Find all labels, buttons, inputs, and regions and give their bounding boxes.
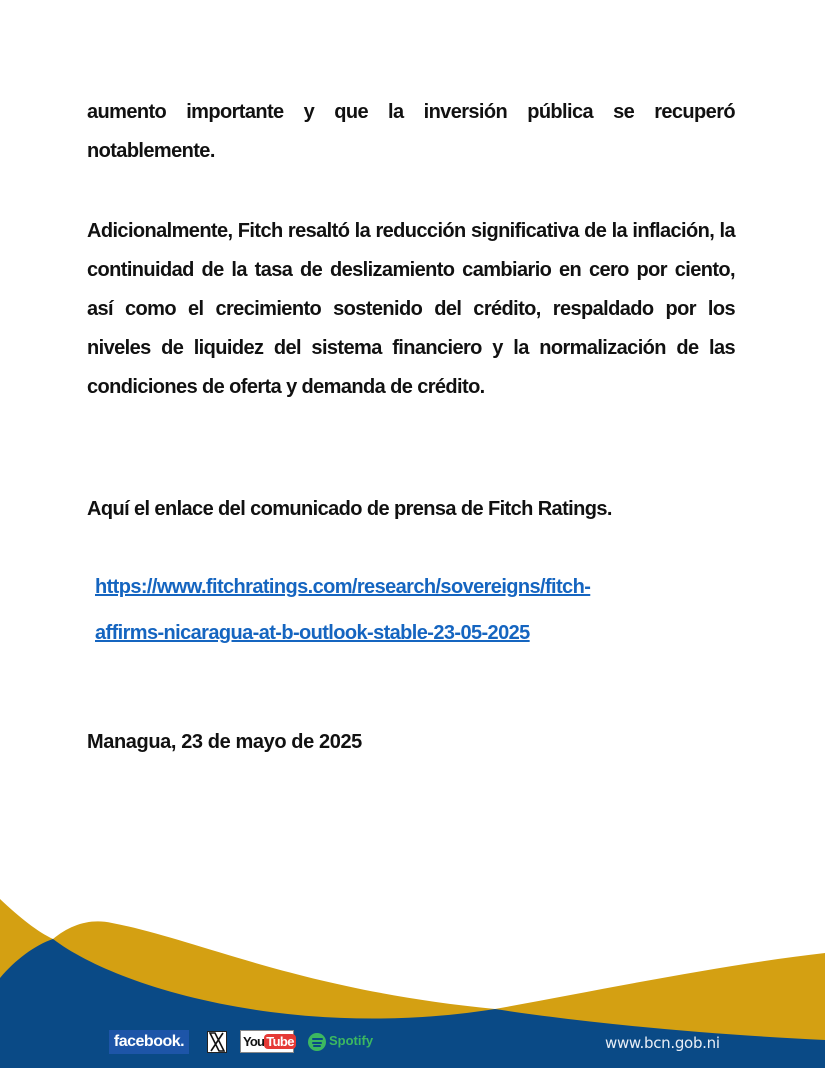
youtube-you-text: You	[243, 1034, 265, 1049]
paragraph-link-intro: Aquí el enlace del comunicado de prensa de Fitch Ratings.	[87, 498, 612, 520]
youtube-logo[interactable]	[240, 1030, 294, 1053]
dateline: Managua, 23 de mayo de 2025	[87, 731, 362, 753]
link-line-2: affirms-nicaragua-at-b-outlook-stable-23-05-2025	[95, 622, 530, 644]
x-glyph-icon	[208, 1032, 226, 1052]
youtube-tube-text: Tube	[266, 1034, 294, 1049]
x-logo-icon[interactable]	[207, 1031, 227, 1053]
paragraph-investment: aumento importante y que la inversión pública se recuperó notablemente.	[87, 101, 735, 162]
facebook-logo[interactable]: facebook.	[109, 1030, 189, 1054]
spotify-logo[interactable]	[308, 1030, 378, 1054]
paragraph-fitch-highlights: Adicionalmente, Fitch resaltó la reducción significativa de la inflación, la continuidad de la tasa de deslizamiento cambiario en cero por ciento, así como el crecimiento sostenido del crédito, respaldado por los niveles de liquidez del sistema financiero y la normalización de las condiciones de oferta y demanda de crédito.	[87, 220, 735, 398]
spotify-icon	[308, 1033, 326, 1051]
link-line-1: https://www.fitchratings.com/research/sovereigns/fitch-	[95, 576, 591, 598]
fitch-press-release-link[interactable]	[95, 564, 740, 656]
website-url[interactable]: www.bcn.gob.ni	[605, 1034, 720, 1052]
spotify-text: Spotify	[329, 1033, 374, 1048]
